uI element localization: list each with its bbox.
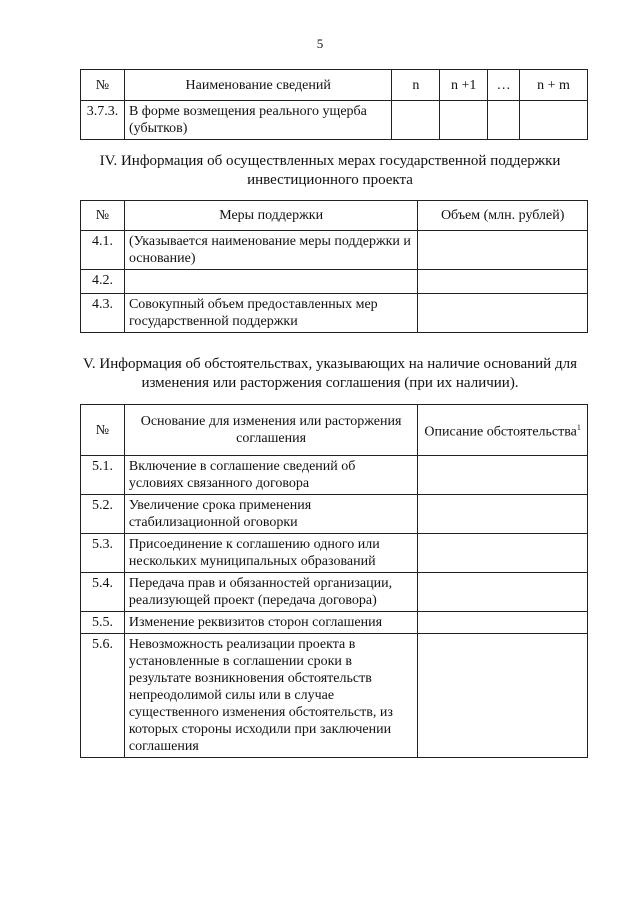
section-4-heading: IV. Информация об осуществленных мерах государственной поддержки инвестиционного проекта bbox=[99, 153, 561, 188]
row-text: (Указывается наименование меры поддержки и основание) bbox=[124, 231, 417, 270]
grounds-table bbox=[80, 404, 588, 758]
table-row bbox=[81, 495, 588, 534]
col-header-description-text: Описание обстоятельства bbox=[424, 424, 577, 440]
table-header-row bbox=[81, 70, 588, 101]
row-number: 5.4. bbox=[81, 573, 125, 612]
row-number: 5.3. bbox=[81, 534, 125, 573]
row-number: 4.3. bbox=[81, 294, 125, 333]
table-row bbox=[81, 101, 588, 140]
row-number: 5.5. bbox=[81, 612, 125, 634]
table-row bbox=[81, 612, 588, 634]
table-row bbox=[81, 573, 588, 612]
row-value bbox=[418, 270, 588, 294]
row-number: 3.7.3. bbox=[81, 101, 125, 140]
row-value bbox=[418, 294, 588, 333]
table-cell bbox=[440, 101, 488, 140]
row-number: 4.1. bbox=[81, 231, 125, 270]
row-text: Невозможность реализации проекта в установленные в соглашении сроки в результате возникновения обстоятельств непреодолимой силы или в случае существенного изменения обстоятельств, из которых стороны исходили при заключении соглашения bbox=[124, 634, 417, 758]
row-text bbox=[124, 270, 417, 294]
col-header-description bbox=[418, 405, 588, 456]
section-5-heading: V. Информация об обстоятельствах, указывающих на наличие оснований для изменения или расторжения соглашения (при их наличии). bbox=[83, 356, 577, 391]
col-header-volume: Объем (млн. рублей) bbox=[418, 201, 588, 231]
row-value bbox=[418, 634, 588, 758]
col-header-support-measures: Меры поддержки bbox=[124, 201, 417, 231]
row-value bbox=[418, 534, 588, 573]
row-value bbox=[418, 573, 588, 612]
col-header-grounds: Основание для изменения или расторжения соглашения bbox=[124, 405, 417, 456]
row-number: 5.2. bbox=[81, 495, 125, 534]
col-header-n-plus-1: n +1 bbox=[440, 70, 488, 101]
row-text: Присоединение к соглашению одного или нескольких муниципальных образований bbox=[124, 534, 417, 573]
table-row bbox=[81, 534, 588, 573]
table-row bbox=[81, 270, 588, 294]
table-cell bbox=[488, 101, 520, 140]
info-table-continuation bbox=[80, 69, 588, 140]
row-value bbox=[418, 231, 588, 270]
table-header-row bbox=[81, 405, 588, 456]
col-header-info-name: Наименование сведений bbox=[124, 70, 391, 101]
row-number: 4.2. bbox=[81, 270, 125, 294]
table-row bbox=[81, 231, 588, 270]
row-number: 5.6. bbox=[81, 634, 125, 758]
row-value bbox=[418, 456, 588, 495]
row-value bbox=[418, 495, 588, 534]
col-header-number: № bbox=[81, 70, 125, 101]
col-header-number: № bbox=[81, 201, 125, 231]
page-number: 5 bbox=[316, 36, 324, 51]
row-text: Передача прав и обязанностей организации, реализующей проект (передача договора) bbox=[124, 573, 417, 612]
table-row bbox=[81, 456, 588, 495]
table-cell bbox=[520, 101, 588, 140]
row-text: Совокупный объем предоставленных мер государственной поддержки bbox=[124, 294, 417, 333]
row-text: Изменение реквизитов сторон соглашения bbox=[124, 612, 417, 634]
col-header-ellipsis: … bbox=[488, 70, 520, 101]
table-row bbox=[81, 294, 588, 333]
row-value bbox=[418, 612, 588, 634]
support-measures-table bbox=[80, 200, 588, 333]
table-row bbox=[81, 634, 588, 758]
col-header-n: n bbox=[392, 70, 440, 101]
table-header-row bbox=[81, 201, 588, 231]
row-number: 5.1. bbox=[81, 456, 125, 495]
row-text: Увеличение срока применения стабилизационной оговорки bbox=[124, 495, 417, 534]
row-text: В форме возмещения реального ущерба (убытков) bbox=[124, 101, 391, 140]
table-cell bbox=[392, 101, 440, 140]
col-header-number: № bbox=[81, 405, 125, 456]
col-header-n-plus-m: n + m bbox=[520, 70, 588, 101]
footnote-mark: 1 bbox=[576, 423, 581, 433]
row-text: Включение в соглашение сведений об условиях связанного договора bbox=[124, 456, 417, 495]
